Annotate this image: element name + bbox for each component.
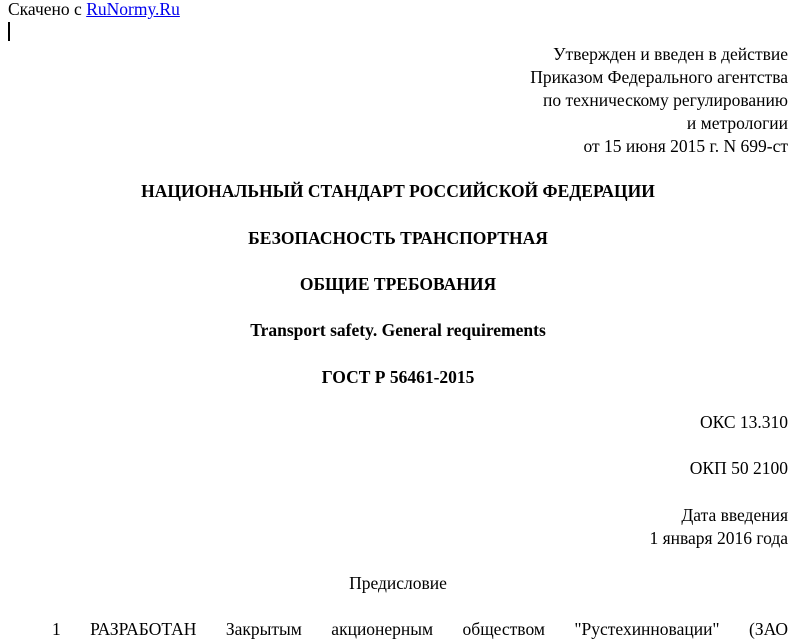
gost-number: ГОСТ Р 56461-2015 [321,367,475,387]
source-prefix: Скачено с [8,0,87,19]
text-cursor [8,22,10,41]
source-link[interactable]: RuNormy.Ru [86,0,180,19]
standard-title: БЕЗОПАСНОСТЬ ТРАНСПОРТНАЯ [248,228,548,248]
intro-date-value: 1 января 2016 года [649,528,788,548]
source-line [8,0,180,20]
approval-line: и метрологии [686,113,788,133]
approval-block [530,43,788,158]
approval-line: от 15 июня 2015 г. N 699-ст [583,136,788,156]
foreword-heading: Предисловие [349,573,447,593]
okp-code: ОКП 50 2100 [689,458,788,478]
approval-line: Утвержден и введен в действие [553,44,788,64]
intro-date-label: Дата введения [681,505,788,525]
standard-subtitle: ОБЩИЕ ТРЕБОВАНИЯ [299,274,497,294]
approval-line: Приказом Федерального агентства [530,67,788,87]
approval-line: по техническому регулированию [542,90,788,110]
foreword-item-1: 1 РАЗРАБОТАН Закрытым акционерным обществом "Рустехинновации" (ЗАО [52,619,788,639]
oks-code: ОКС 13.310 [699,412,788,432]
standard-title-english: Transport safety. General requirements [250,320,546,340]
national-standard-heading: НАЦИОНАЛЬНЫЙ СТАНДАРТ РОССИЙСКОЙ ФЕДЕРАЦИИ [141,181,655,201]
